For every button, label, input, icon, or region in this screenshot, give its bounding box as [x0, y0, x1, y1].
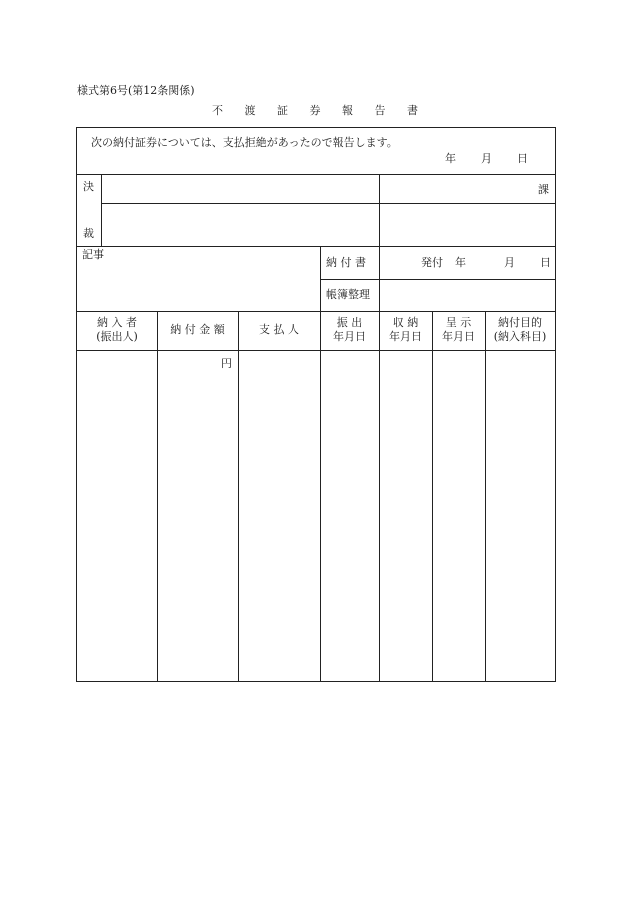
column-header-line1: 納 付 金 額: [170, 323, 225, 336]
rule-approval-label-divider: [101, 174, 102, 246]
payment-notice-year: 年: [455, 256, 466, 269]
payment-notice-label: 納 付 書: [326, 256, 366, 269]
approval-label-top: 決: [83, 180, 94, 193]
rule-remarks-divider: [320, 246, 321, 311]
statement-month: 月: [481, 152, 492, 165]
rule-approval-middle: [101, 203, 555, 204]
rule-col-1: [157, 311, 158, 681]
column-header-line2: (振出人): [96, 330, 138, 343]
column-header-line1: 納付目的: [498, 316, 542, 329]
column-header-line1: 収 納: [392, 316, 419, 329]
column-header-line1: 振 出: [336, 316, 363, 329]
form-number-label: 様式第6号(第12条関係): [77, 84, 195, 97]
rule-col-6: [485, 311, 486, 681]
column-header-issue-date: [320, 316, 379, 344]
payment-notice-month: 月: [504, 256, 515, 269]
column-header-line1: 呈 示: [445, 316, 472, 329]
column-header-presentation-date: [432, 316, 485, 344]
rule-notice-label-divider: [379, 246, 380, 311]
rule-col-2: [238, 311, 239, 681]
column-header-line2: 年月日: [442, 330, 475, 343]
column-header-payer: [77, 316, 157, 344]
rule-col-5: [432, 311, 433, 681]
amount-unit-label: 円: [221, 357, 232, 370]
column-header-line2: (納入科目): [493, 330, 547, 343]
payment-notice-issued: 発付: [421, 256, 443, 269]
rule-header-bottom: [77, 350, 555, 351]
statement-text: 次の納付証券については、支払拒絶があったので報告します。: [91, 136, 398, 149]
rule-remarks-bottom: [77, 311, 555, 312]
column-header-line1: 納 入 者: [97, 316, 137, 329]
form-table: [76, 127, 556, 682]
statement-year: 年: [445, 152, 456, 165]
ledger-label: 帳簿整理: [326, 288, 370, 301]
column-header-purpose: [485, 316, 555, 344]
approval-section-label: 課: [538, 183, 549, 196]
rule-approval-bottom: [77, 246, 555, 247]
column-header-line2: 年月日: [333, 330, 366, 343]
rule-remarks-middle: [320, 279, 555, 280]
rule-col-4: [379, 311, 380, 681]
payment-notice-day: 日: [540, 256, 551, 269]
column-header-drawee: [238, 323, 320, 337]
statement-day: 日: [517, 152, 528, 165]
remarks-label: 記事: [82, 248, 104, 261]
column-header-line2: 年月日: [389, 330, 422, 343]
column-header-receipt-date: [379, 316, 432, 344]
approval-label-bottom: 裁: [83, 227, 94, 240]
column-header-amount: [157, 323, 238, 337]
rule-col-3: [320, 311, 321, 681]
column-header-line1: 支 払 人: [259, 323, 299, 336]
rule-statement-bottom: [77, 174, 555, 175]
rule-approval-section-divider: [379, 174, 380, 246]
document-title: 不 渡 証 券 報 告 書: [212, 104, 427, 117]
